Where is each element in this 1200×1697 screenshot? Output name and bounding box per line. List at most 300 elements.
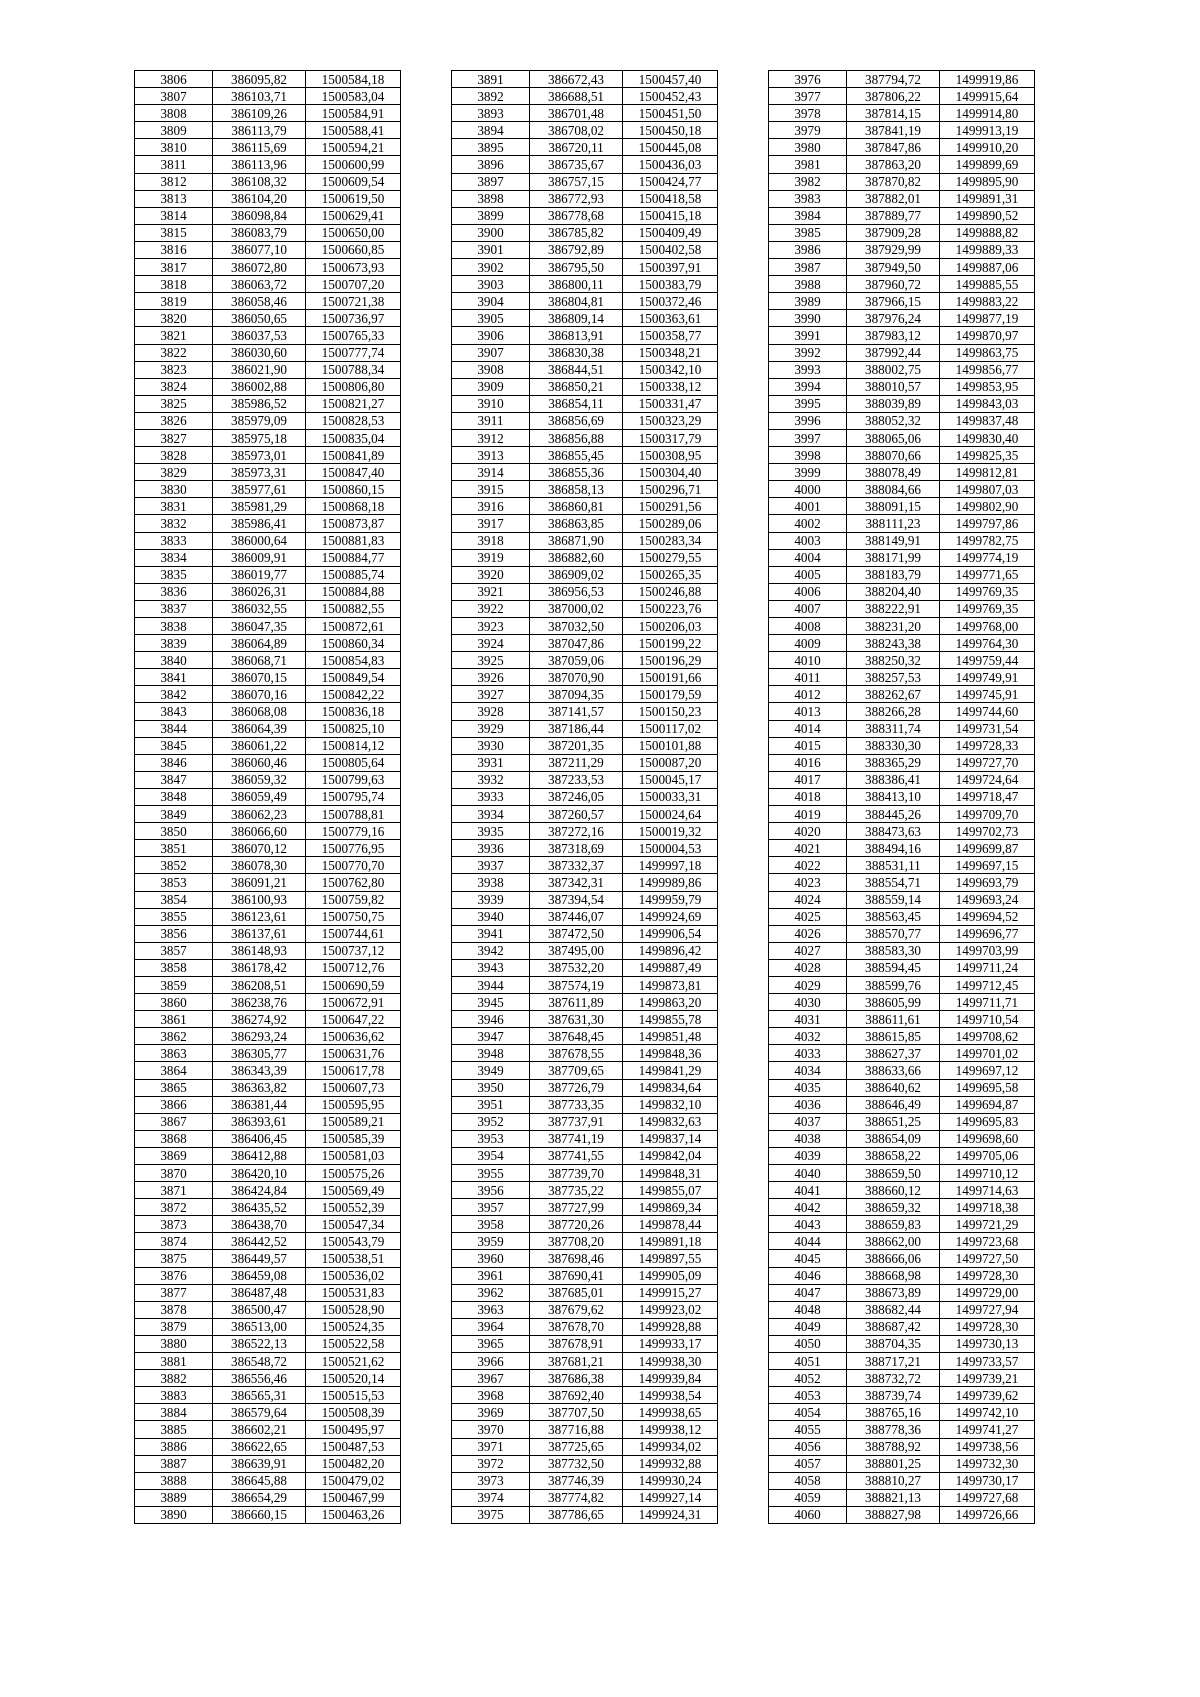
x-coordinate-cell: 388732,72 <box>847 1370 940 1387</box>
point-number-cell: 4040 <box>769 1165 847 1182</box>
point-number-cell: 4049 <box>769 1318 847 1335</box>
table-row <box>452 481 718 498</box>
table-row <box>769 190 1035 207</box>
point-number-cell: 3833 <box>135 532 213 549</box>
y-coordinate-cell: 1499697,15 <box>940 857 1035 874</box>
point-number-cell: 3923 <box>452 618 530 635</box>
x-coordinate-cell: 388615,85 <box>847 1028 940 1045</box>
point-number-cell: 3813 <box>135 190 213 207</box>
y-coordinate-cell: 1499891,31 <box>940 190 1035 207</box>
y-coordinate-cell: 1500607,73 <box>306 1079 401 1096</box>
x-coordinate-cell: 386068,71 <box>213 652 306 669</box>
y-coordinate-cell: 1499855,78 <box>623 1011 718 1028</box>
table-row <box>452 976 718 993</box>
y-coordinate-cell: 1500524,35 <box>306 1318 401 1335</box>
x-coordinate-cell: 386778,68 <box>530 207 623 224</box>
y-coordinate-cell: 1499807,03 <box>940 481 1035 498</box>
y-coordinate-cell: 1499695,58 <box>940 1079 1035 1096</box>
x-coordinate-cell: 386063,72 <box>213 276 306 293</box>
y-coordinate-cell: 1500847,40 <box>306 464 401 481</box>
y-coordinate-cell: 1499914,80 <box>940 105 1035 122</box>
x-coordinate-cell: 388231,20 <box>847 618 940 635</box>
table-row <box>452 71 718 88</box>
x-coordinate-cell: 388765,16 <box>847 1404 940 1421</box>
table-row <box>769 1301 1035 1318</box>
y-coordinate-cell: 1500246,88 <box>623 583 718 600</box>
point-number-cell: 4018 <box>769 788 847 805</box>
y-coordinate-cell: 1500520,14 <box>306 1370 401 1387</box>
table-row <box>452 1079 718 1096</box>
point-number-cell: 3884 <box>135 1404 213 1421</box>
point-number-cell: 3966 <box>452 1353 530 1370</box>
y-coordinate-cell: 1499727,94 <box>940 1301 1035 1318</box>
table-row <box>135 583 401 600</box>
y-coordinate-cell: 1499728,33 <box>940 737 1035 754</box>
point-number-cell: 3818 <box>135 276 213 293</box>
y-coordinate-cell: 1500841,89 <box>306 447 401 464</box>
table-row <box>452 1062 718 1079</box>
y-coordinate-cell: 1500806,80 <box>306 378 401 395</box>
point-number-cell: 4056 <box>769 1438 847 1455</box>
y-coordinate-cell: 1500150,23 <box>623 703 718 720</box>
y-coordinate-cell: 1499698,60 <box>940 1130 1035 1147</box>
point-number-cell: 3969 <box>452 1404 530 1421</box>
point-number-cell: 3910 <box>452 395 530 412</box>
y-coordinate-cell: 1500033,31 <box>623 788 718 805</box>
y-coordinate-cell: 1500479,02 <box>306 1472 401 1489</box>
table-row <box>452 737 718 754</box>
y-coordinate-cell: 1500707,20 <box>306 276 401 293</box>
point-number-cell: 4006 <box>769 583 847 600</box>
point-number-cell: 3845 <box>135 737 213 754</box>
point-number-cell: 3876 <box>135 1267 213 1284</box>
table-row <box>452 1421 718 1438</box>
point-number-cell: 3993 <box>769 361 847 378</box>
point-number-cell: 3907 <box>452 344 530 361</box>
point-number-cell: 4052 <box>769 1370 847 1387</box>
x-coordinate-cell: 388666,06 <box>847 1250 940 1267</box>
x-coordinate-cell: 388065,06 <box>847 429 940 446</box>
y-coordinate-cell: 1499928,88 <box>623 1318 718 1335</box>
y-coordinate-cell: 1500721,38 <box>306 293 401 310</box>
point-number-cell: 4045 <box>769 1250 847 1267</box>
x-coordinate-cell: 388222,91 <box>847 600 940 617</box>
point-number-cell: 4015 <box>769 737 847 754</box>
table-row <box>135 669 401 686</box>
x-coordinate-cell: 385981,29 <box>213 498 306 515</box>
point-number-cell: 3880 <box>135 1335 213 1352</box>
point-number-cell: 3949 <box>452 1062 530 1079</box>
y-coordinate-cell: 1500436,03 <box>623 156 718 173</box>
point-number-cell: 3967 <box>452 1370 530 1387</box>
y-coordinate-cell: 1500424,77 <box>623 173 718 190</box>
point-number-cell: 3943 <box>452 959 530 976</box>
point-number-cell: 3961 <box>452 1267 530 1284</box>
x-coordinate-cell: 386137,61 <box>213 925 306 942</box>
point-number-cell: 4019 <box>769 806 847 823</box>
point-number-cell: 3897 <box>452 173 530 190</box>
y-coordinate-cell: 1500223,76 <box>623 600 718 617</box>
point-number-cell: 3947 <box>452 1028 530 1045</box>
x-coordinate-cell: 386064,89 <box>213 635 306 652</box>
x-coordinate-cell: 386072,80 <box>213 259 306 276</box>
x-coordinate-cell: 387692,40 <box>530 1387 623 1404</box>
point-number-cell: 3963 <box>452 1301 530 1318</box>
y-coordinate-cell: 1499841,29 <box>623 1062 718 1079</box>
table-row <box>135 1404 401 1421</box>
table-row <box>452 378 718 395</box>
table-row <box>769 874 1035 891</box>
table-row <box>769 1250 1035 1267</box>
table-row <box>769 207 1035 224</box>
x-coordinate-cell: 388611,61 <box>847 1011 940 1028</box>
y-coordinate-cell: 1499923,02 <box>623 1301 718 1318</box>
x-coordinate-cell: 387678,91 <box>530 1335 623 1352</box>
y-coordinate-cell: 1499853,95 <box>940 378 1035 395</box>
y-coordinate-cell: 1499730,17 <box>940 1472 1035 1489</box>
table-row <box>452 635 718 652</box>
y-coordinate-cell: 1499830,40 <box>940 429 1035 446</box>
table-row <box>452 771 718 788</box>
table-row <box>769 1216 1035 1233</box>
table-row <box>452 1130 718 1147</box>
y-coordinate-cell: 1499906,54 <box>623 925 718 942</box>
point-number-cell: 3826 <box>135 412 213 429</box>
point-number-cell: 4010 <box>769 652 847 669</box>
x-coordinate-cell: 388704,35 <box>847 1335 940 1352</box>
x-coordinate-cell: 387725,65 <box>530 1438 623 1455</box>
x-coordinate-cell: 388010,57 <box>847 378 940 395</box>
y-coordinate-cell: 1499837,48 <box>940 412 1035 429</box>
y-coordinate-cell: 1500788,34 <box>306 361 401 378</box>
table-row <box>452 1455 718 1472</box>
x-coordinate-cell: 388659,32 <box>847 1199 940 1216</box>
y-coordinate-cell: 1500019,32 <box>623 823 718 840</box>
y-coordinate-cell: 1499870,97 <box>940 327 1035 344</box>
x-coordinate-cell: 386123,61 <box>213 908 306 925</box>
table-row <box>135 1096 401 1113</box>
table-row <box>135 1387 401 1404</box>
y-coordinate-cell: 1500660,85 <box>306 241 401 258</box>
table-row <box>452 310 718 327</box>
point-number-cell: 3899 <box>452 207 530 224</box>
x-coordinate-cell: 388659,83 <box>847 1216 940 1233</box>
x-coordinate-cell: 387889,77 <box>847 207 940 224</box>
x-coordinate-cell: 387739,70 <box>530 1165 623 1182</box>
y-coordinate-cell: 1500872,61 <box>306 618 401 635</box>
table-row <box>452 720 718 737</box>
y-coordinate-cell: 1499938,12 <box>623 1421 718 1438</box>
point-number-cell: 4009 <box>769 635 847 652</box>
x-coordinate-cell: 387960,72 <box>847 276 940 293</box>
coordinates-table-1 <box>134 70 401 1524</box>
x-coordinate-cell: 387732,50 <box>530 1455 623 1472</box>
y-coordinate-cell: 1500383,79 <box>623 276 718 293</box>
table-row <box>135 771 401 788</box>
x-coordinate-cell: 385979,09 <box>213 412 306 429</box>
point-number-cell: 3832 <box>135 515 213 532</box>
x-coordinate-cell: 387949,50 <box>847 259 940 276</box>
table-row <box>135 1370 401 1387</box>
table-row <box>769 806 1035 823</box>
point-number-cell: 4060 <box>769 1506 847 1523</box>
y-coordinate-cell: 1500737,12 <box>306 942 401 959</box>
point-number-cell: 3840 <box>135 652 213 669</box>
x-coordinate-cell: 386556,46 <box>213 1370 306 1387</box>
table-row <box>452 1011 718 1028</box>
table-row <box>769 1182 1035 1199</box>
x-coordinate-cell: 388078,49 <box>847 464 940 481</box>
point-number-cell: 4022 <box>769 857 847 874</box>
point-number-cell: 4046 <box>769 1267 847 1284</box>
y-coordinate-cell: 1499887,06 <box>940 259 1035 276</box>
y-coordinate-cell: 1500291,56 <box>623 498 718 515</box>
table-row <box>135 1233 401 1250</box>
point-number-cell: 4027 <box>769 942 847 959</box>
table-row <box>135 515 401 532</box>
coordinates-table-3 <box>768 70 1035 1524</box>
x-coordinate-cell: 386522,13 <box>213 1335 306 1352</box>
point-number-cell: 4005 <box>769 566 847 583</box>
y-coordinate-cell: 1500788,81 <box>306 806 401 823</box>
table-row <box>769 1233 1035 1250</box>
x-coordinate-cell: 388311,74 <box>847 720 940 737</box>
table-row <box>452 395 718 412</box>
y-coordinate-cell: 1499733,57 <box>940 1353 1035 1370</box>
table-row <box>769 669 1035 686</box>
table-row <box>452 1182 718 1199</box>
point-number-cell: 3855 <box>135 908 213 925</box>
y-coordinate-cell: 1500631,76 <box>306 1045 401 1062</box>
table-row <box>769 1284 1035 1301</box>
table-row <box>452 1404 718 1421</box>
point-number-cell: 3878 <box>135 1301 213 1318</box>
table-row <box>135 703 401 720</box>
y-coordinate-cell: 1499910,20 <box>940 139 1035 156</box>
y-coordinate-cell: 1499905,09 <box>623 1267 718 1284</box>
x-coordinate-cell: 387735,22 <box>530 1182 623 1199</box>
point-number-cell: 4026 <box>769 925 847 942</box>
x-coordinate-cell: 387332,37 <box>530 857 623 874</box>
table-row <box>769 1062 1035 1079</box>
point-number-cell: 3881 <box>135 1353 213 1370</box>
point-number-cell: 3822 <box>135 344 213 361</box>
y-coordinate-cell: 1499932,88 <box>623 1455 718 1472</box>
y-coordinate-cell: 1499728,30 <box>940 1318 1035 1335</box>
y-coordinate-cell: 1499863,20 <box>623 994 718 1011</box>
table-row <box>769 105 1035 122</box>
y-coordinate-cell: 1499802,90 <box>940 498 1035 515</box>
table-row <box>452 1318 718 1335</box>
point-number-cell: 4047 <box>769 1284 847 1301</box>
y-coordinate-cell: 1499701,02 <box>940 1045 1035 1062</box>
point-number-cell: 4037 <box>769 1113 847 1130</box>
y-coordinate-cell: 1499759,44 <box>940 652 1035 669</box>
table-row <box>135 976 401 993</box>
point-number-cell: 3974 <box>452 1489 530 1506</box>
table-row <box>135 1301 401 1318</box>
point-number-cell: 3898 <box>452 190 530 207</box>
y-coordinate-cell: 1500617,78 <box>306 1062 401 1079</box>
table-row <box>135 139 401 156</box>
y-coordinate-cell: 1499727,50 <box>940 1250 1035 1267</box>
y-coordinate-cell: 1499732,30 <box>940 1455 1035 1472</box>
x-coordinate-cell: 387186,44 <box>530 720 623 737</box>
y-coordinate-cell: 1500884,88 <box>306 583 401 600</box>
x-coordinate-cell: 386830,38 <box>530 344 623 361</box>
point-number-cell: 3989 <box>769 293 847 310</box>
table-row <box>135 259 401 276</box>
table-row <box>135 361 401 378</box>
x-coordinate-cell: 388605,99 <box>847 994 940 1011</box>
y-coordinate-cell: 1500331,47 <box>623 395 718 412</box>
point-number-cell: 3842 <box>135 686 213 703</box>
point-number-cell: 3992 <box>769 344 847 361</box>
y-coordinate-cell: 1499703,99 <box>940 942 1035 959</box>
x-coordinate-cell: 386660,15 <box>213 1506 306 1523</box>
x-coordinate-cell: 386032,55 <box>213 600 306 617</box>
y-coordinate-cell: 1500452,43 <box>623 88 718 105</box>
table-row <box>452 1250 718 1267</box>
table-row <box>769 310 1035 327</box>
point-number-cell: 3918 <box>452 532 530 549</box>
y-coordinate-cell: 1500569,49 <box>306 1182 401 1199</box>
y-coordinate-cell: 1500418,58 <box>623 190 718 207</box>
y-coordinate-cell: 1499699,87 <box>940 840 1035 857</box>
x-coordinate-cell: 387495,00 <box>530 942 623 959</box>
table-row <box>769 566 1035 583</box>
x-coordinate-cell: 386381,44 <box>213 1096 306 1113</box>
table-row <box>135 754 401 771</box>
x-coordinate-cell: 387000,02 <box>530 600 623 617</box>
y-coordinate-cell: 1500712,76 <box>306 959 401 976</box>
y-coordinate-cell: 1500536,02 <box>306 1267 401 1284</box>
point-number-cell: 3986 <box>769 241 847 258</box>
point-number-cell: 4001 <box>769 498 847 515</box>
point-number-cell: 3864 <box>135 1062 213 1079</box>
point-number-cell: 3861 <box>135 1011 213 1028</box>
x-coordinate-cell: 386622,65 <box>213 1438 306 1455</box>
y-coordinate-cell: 1499711,71 <box>940 994 1035 1011</box>
x-coordinate-cell: 387737,91 <box>530 1113 623 1130</box>
table-row <box>769 1335 1035 1352</box>
table-row <box>135 1182 401 1199</box>
x-coordinate-cell: 386061,22 <box>213 737 306 754</box>
x-coordinate-cell: 386420,10 <box>213 1165 306 1182</box>
x-coordinate-cell: 386208,51 <box>213 976 306 993</box>
y-coordinate-cell: 1499749,91 <box>940 669 1035 686</box>
x-coordinate-cell: 388646,49 <box>847 1096 940 1113</box>
y-coordinate-cell: 1499959,79 <box>623 891 718 908</box>
y-coordinate-cell: 1500487,53 <box>306 1438 401 1455</box>
point-number-cell: 4044 <box>769 1233 847 1250</box>
y-coordinate-cell: 1499797,86 <box>940 515 1035 532</box>
table-row <box>769 583 1035 600</box>
x-coordinate-cell: 388149,91 <box>847 532 940 549</box>
y-coordinate-cell: 1499727,70 <box>940 754 1035 771</box>
table-row <box>135 874 401 891</box>
x-coordinate-cell: 388250,32 <box>847 652 940 669</box>
table-row <box>135 105 401 122</box>
table-row <box>135 908 401 925</box>
point-number-cell: 3894 <box>452 122 530 139</box>
table-row <box>452 652 718 669</box>
y-coordinate-cell: 1500463,26 <box>306 1506 401 1523</box>
y-coordinate-cell: 1500873,87 <box>306 515 401 532</box>
point-number-cell: 3991 <box>769 327 847 344</box>
table-row <box>135 447 401 464</box>
y-coordinate-cell: 1499702,73 <box>940 823 1035 840</box>
point-number-cell: 3853 <box>135 874 213 891</box>
y-coordinate-cell: 1500588,41 <box>306 122 401 139</box>
point-number-cell: 3915 <box>452 481 530 498</box>
point-number-cell: 3807 <box>135 88 213 105</box>
table-row <box>769 464 1035 481</box>
table-row <box>769 840 1035 857</box>
table-row <box>769 994 1035 1011</box>
x-coordinate-cell: 386064,39 <box>213 720 306 737</box>
table-row <box>452 857 718 874</box>
point-number-cell: 3819 <box>135 293 213 310</box>
table-row <box>452 88 718 105</box>
x-coordinate-cell: 385975,18 <box>213 429 306 446</box>
table-row <box>769 344 1035 361</box>
point-number-cell: 4029 <box>769 976 847 993</box>
y-coordinate-cell: 1499873,81 <box>623 976 718 993</box>
x-coordinate-cell: 388673,89 <box>847 1284 940 1301</box>
y-coordinate-cell: 1500409,49 <box>623 224 718 241</box>
table-row <box>452 788 718 805</box>
x-coordinate-cell: 388039,89 <box>847 395 940 412</box>
y-coordinate-cell: 1500854,83 <box>306 652 401 669</box>
table-row <box>135 1267 401 1284</box>
table-row <box>452 806 718 823</box>
x-coordinate-cell: 385973,31 <box>213 464 306 481</box>
x-coordinate-cell: 386688,51 <box>530 88 623 105</box>
point-number-cell: 3815 <box>135 224 213 241</box>
point-number-cell: 3816 <box>135 241 213 258</box>
y-coordinate-cell: 1500531,83 <box>306 1284 401 1301</box>
table-row <box>135 618 401 635</box>
x-coordinate-cell: 387863,20 <box>847 156 940 173</box>
table-row <box>135 481 401 498</box>
point-number-cell: 3960 <box>452 1250 530 1267</box>
point-number-cell: 3945 <box>452 994 530 1011</box>
point-number-cell: 3847 <box>135 771 213 788</box>
point-number-cell: 3827 <box>135 429 213 446</box>
table-row <box>769 1489 1035 1506</box>
x-coordinate-cell: 386735,67 <box>530 156 623 173</box>
y-coordinate-cell: 1499832,63 <box>623 1113 718 1130</box>
point-number-cell: 3976 <box>769 71 847 88</box>
x-coordinate-cell: 387260,57 <box>530 806 623 823</box>
x-coordinate-cell: 388682,44 <box>847 1301 940 1318</box>
point-number-cell: 3814 <box>135 207 213 224</box>
y-coordinate-cell: 1500415,18 <box>623 207 718 224</box>
x-coordinate-cell: 387678,70 <box>530 1318 623 1335</box>
y-coordinate-cell: 1499697,12 <box>940 1062 1035 1079</box>
y-coordinate-cell: 1499705,06 <box>940 1147 1035 1164</box>
y-coordinate-cell: 1500191,66 <box>623 669 718 686</box>
point-number-cell: 3905 <box>452 310 530 327</box>
table-row <box>135 1284 401 1301</box>
y-coordinate-cell: 1499745,91 <box>940 686 1035 703</box>
point-number-cell: 3962 <box>452 1284 530 1301</box>
x-coordinate-cell: 386487,48 <box>213 1284 306 1301</box>
x-coordinate-cell: 387847,86 <box>847 139 940 156</box>
x-coordinate-cell: 387814,15 <box>847 105 940 122</box>
y-coordinate-cell: 1499919,86 <box>940 71 1035 88</box>
